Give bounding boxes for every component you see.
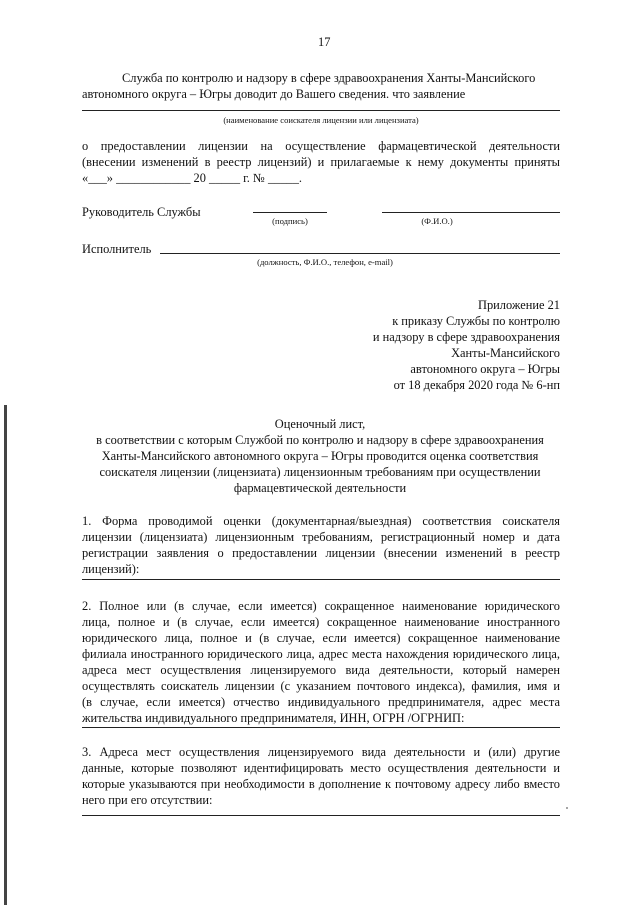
item2-line-2: лица, полное и (в случае, если имеется) сокращенное наименование иностранного <box>82 615 560 629</box>
title-line-3: Ханты-Мансийского автономного округа – Югры проводится оценка соответствия <box>101 449 539 463</box>
appendix-line-6: от 18 декабря 2020 года № 6-нп <box>393 378 560 392</box>
title-line-4: соискателя лицензии (лицензиата) лицензионным требованиям при осуществлении <box>99 465 541 479</box>
appendix-line-3: и надзору в сфере здравоохранения <box>372 330 560 344</box>
date-g-label: г. № <box>243 171 265 185</box>
appendix-line-2: к приказу Службы по контролю <box>392 314 560 328</box>
head-label: Руководитель Службы <box>82 205 201 219</box>
caption-fio: (Ф.И.О.) <box>421 216 453 226</box>
scan-edge-mark <box>4 405 7 905</box>
item3-line-1: 3. Адреса мест осуществления лицензируемого вида деятельности и (или) другие <box>82 745 560 759</box>
date-number: _____. <box>267 171 303 185</box>
appendix-line-1: Приложение 21 <box>478 298 560 312</box>
notice-date-row <box>82 170 302 186</box>
item1-line-1: 1. Форма проводимой оценки (документарная/выездная) соответствия соискателя <box>82 514 560 528</box>
item2-line-6: осуществлять соискатель лицензии (с указанием почтового индекса), фамилия, имя и <box>82 679 560 693</box>
item2-line-1: 2. Полное или (в случае, если имеется) сокращенное наименование юридического <box>82 599 560 613</box>
head-fio-line <box>382 212 560 213</box>
title-line-2: в соответствии с которым Службой по контролю и надзору в сфере здравоохранения <box>96 433 544 447</box>
item1-line-4: лицензий): <box>82 562 140 576</box>
item2-answer-line <box>82 727 560 728</box>
caption-executor: (должность, Ф.И.О., телефон, e-mail) <box>257 257 393 267</box>
executor-label: Исполнитель <box>82 242 152 256</box>
item3-line-2: данные, которые позволяют идентифицировать место осуществления деятельности и <box>82 761 560 775</box>
caption-signature: (подпись) <box>272 216 308 226</box>
item1-answer-line <box>82 579 560 580</box>
item2-line-8: жительства индивидуального предпринимателя, ИНН, ОГРН /ОГРНИП: <box>82 711 465 725</box>
notice-line-3: о предоставлении лицензии на осуществление фармацевтической деятельности <box>82 139 560 153</box>
title-line-1: Оценочный лист, <box>274 417 366 431</box>
item2-line-3: юридического лица, полное и (в случае, если имеется) сокращенное наименование <box>82 631 560 645</box>
date-month: ____________ <box>116 171 191 185</box>
item3-answer-line <box>82 815 560 816</box>
head-signature-line <box>253 212 327 213</box>
item1-line-2: лицензии (лицензиата) лицензионным требованиям, регистрационный номер и дата <box>82 530 560 544</box>
date-year: 20 _____ <box>193 171 241 185</box>
appendix-line-5: автономного округа – Югры <box>410 362 560 376</box>
scan-speck <box>566 807 568 809</box>
appendix-line-4: Ханты-Мансийского <box>451 346 560 360</box>
notice-line-2: автономного округа – Югры доводит до Вашего сведения. что заявление <box>82 87 466 101</box>
page-number: 17 <box>318 35 331 49</box>
item3-line-4: него при его отсутствии: <box>82 793 213 807</box>
date-day: «___» <box>82 171 113 185</box>
item3-line-3: которые указываются при необходимости в дополнение к почтовому адресу либо вместо <box>82 777 560 791</box>
applicant-name-line <box>82 110 560 111</box>
item2-line-7: (в случае, если имеется) отчество индивидуального предпринимателя, адрес места <box>82 695 560 709</box>
executor-line <box>160 253 560 254</box>
item1-line-3: регистрации заявления о предоставлении лицензии (внесении изменений в реестр <box>82 546 560 560</box>
item2-line-4: филиала иностранного юридического лица, адрес места нахождения юридического лица, <box>82 647 560 661</box>
applicant-caption: (наименование соискателя лицензии или лицензиата) <box>223 115 419 125</box>
notice-line-4: (внесении изменений в реестр лицензий) и прилагаемые к нему документы приняты <box>82 155 560 169</box>
item2-line-5: адреса мест осуществления лицензируемого вида деятельности, который намерен <box>82 663 560 677</box>
notice-line-1: Служба по контролю и надзору в сфере здравоохранения Ханты-Мансийского <box>122 71 536 85</box>
title-line-5: фармацевтической деятельности <box>233 481 407 495</box>
